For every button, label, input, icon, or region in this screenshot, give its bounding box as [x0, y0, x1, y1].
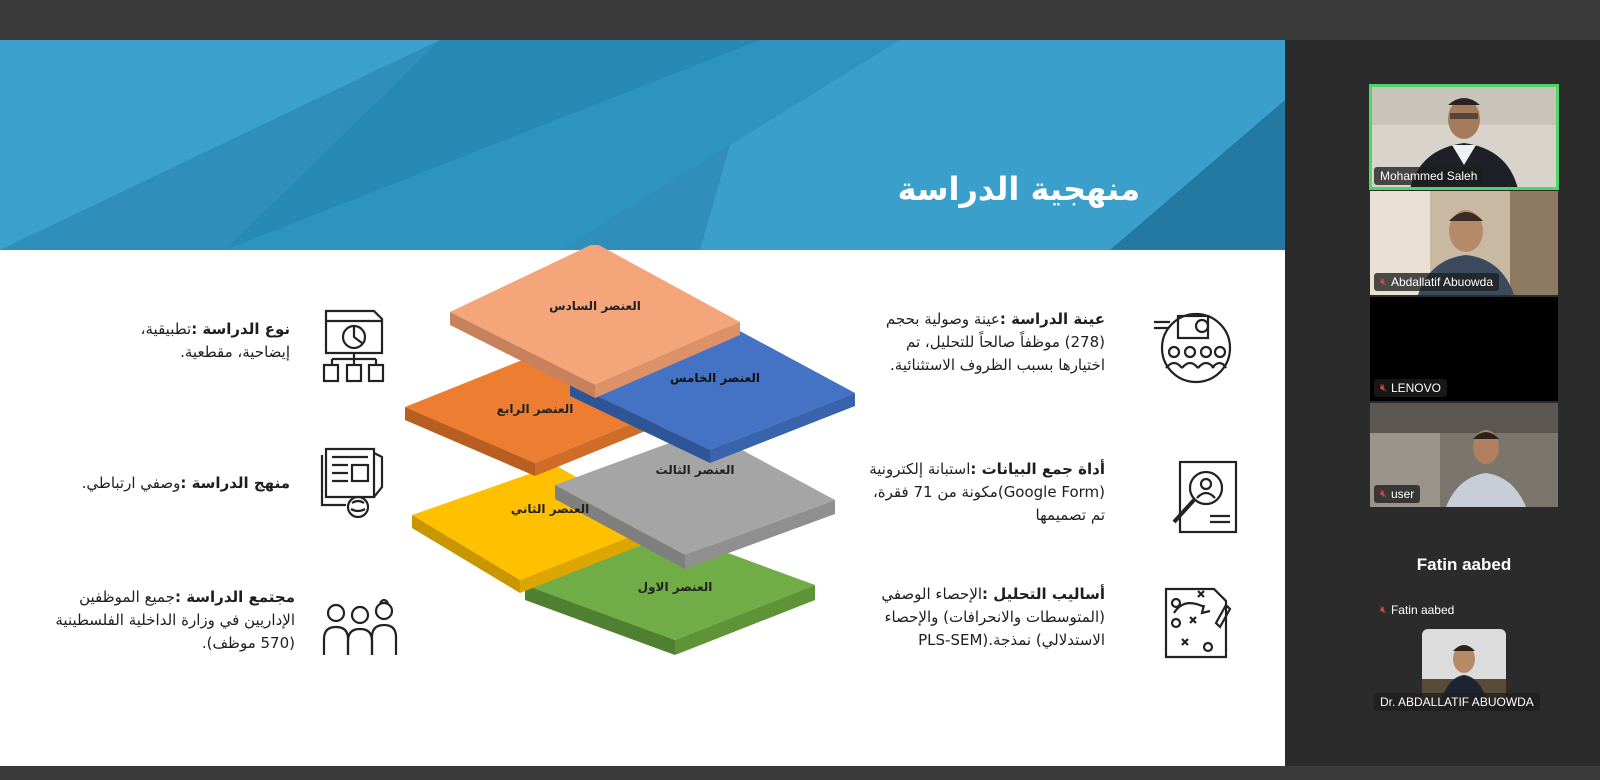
- window-bottom-bar: [0, 766, 1600, 780]
- analysis-methods-block: [835, 583, 1105, 652]
- layer-stack-diagram: [395, 245, 875, 749]
- study-sample-label: عينة الدراسة :: [999, 310, 1105, 328]
- slide-banner: [0, 40, 1285, 250]
- data-tool-label: أداة جمع البيانات :: [970, 460, 1105, 478]
- study-type-label: نوع الدراسة :: [191, 320, 290, 338]
- study-sample-line-3: اختيارها بسبب الظروف الاستثنائية.: [890, 356, 1105, 374]
- study-type-block: [70, 318, 290, 364]
- analysis-methods-line-1: الإحصاء الوصفي: [881, 585, 983, 603]
- study-sample-line-2: (278) موظفاً صالحاً للتحليل، تم: [905, 333, 1105, 351]
- newspaper-brain-icon: [318, 445, 390, 525]
- document-network-icon: [320, 307, 388, 387]
- study-sample-line-1: عينة وصولية بحجم: [885, 310, 1000, 328]
- participant-name-tag: [1374, 167, 1483, 185]
- analysis-methods-line-3: الاستدلالي) نمذجة.(PLS-SEM: [918, 631, 1105, 649]
- study-type-line-1: تطبيقية،: [140, 320, 192, 338]
- participant-name: Dr. ABDALLATIF ABUOWDA: [1380, 695, 1534, 709]
- layer-label-6: العنصر السادس: [549, 299, 641, 313]
- participant-name: Fatin aabed: [1390, 603, 1455, 617]
- strategy-plan-icon: [1160, 583, 1232, 667]
- video-tile-mohammed-saleh[interactable]: [1370, 85, 1558, 189]
- layer-label-5: العنصر الخامس: [670, 371, 760, 385]
- layer-label-4: العنصر الرابع: [496, 402, 574, 416]
- avatar: [1422, 629, 1506, 703]
- layer-label-1: العنصر الاول: [637, 580, 713, 594]
- video-tile-user[interactable]: [1370, 403, 1558, 507]
- audience-presentation-icon: [1152, 308, 1232, 388]
- study-method-line-1: وصفي ارتباطي.: [81, 474, 181, 492]
- participant-name: Mohammed Saleh: [1380, 169, 1478, 183]
- slide-title: منهجية الدراسة: [897, 170, 1140, 208]
- participant-display-name: Fatin aabed: [1416, 555, 1512, 574]
- data-tool-line-3: تم تصميمها: [1035, 506, 1105, 524]
- layer-label-3: العنصر الثالث: [655, 463, 735, 477]
- participant-name: Abdallatif Abuowda: [1390, 275, 1494, 289]
- layer-label-2: العنصر الثاني: [510, 502, 590, 516]
- muted-mic-icon: 🔇︎: [1380, 381, 1387, 394]
- team-people-icon: [322, 597, 398, 661]
- participant-name: user: [1390, 487, 1415, 501]
- participant-name-tag: [1374, 693, 1540, 711]
- video-tile-abdallatif-abuowda[interactable]: [1370, 191, 1558, 295]
- analysis-methods-label: أساليب التحليل :: [982, 585, 1105, 603]
- participant-name-tag: [1374, 273, 1499, 291]
- video-tile-fatin-aabed[interactable]: [1370, 509, 1558, 719]
- data-tool-line-2: (Google Form)مكونة من 71 فقرة،: [872, 483, 1105, 501]
- participant-name-tag: [1374, 485, 1420, 503]
- study-population-block: [5, 586, 295, 655]
- data-tool-block: [845, 458, 1105, 527]
- study-method-label: منهج الدراسة :: [180, 474, 290, 492]
- presentation-slide: [0, 40, 1285, 766]
- video-tile-lenovo[interactable]: [1370, 297, 1558, 401]
- participant-name: LENOVO: [1390, 381, 1441, 395]
- muted-mic-icon: 🔇︎: [1380, 275, 1387, 288]
- participant-name-tag: [1374, 379, 1447, 397]
- study-sample-block: [845, 308, 1105, 377]
- study-population-label: مجتمع الدراسة :: [174, 588, 295, 606]
- study-method-block: [50, 472, 290, 495]
- data-tool-line-1: استبانة إلكترونية: [869, 460, 971, 478]
- search-profile-icon: [1170, 458, 1240, 540]
- study-population-line-3: (570 موظف).: [201, 634, 295, 652]
- study-population-line-1: جميع الموظفين: [79, 588, 175, 606]
- study-population-line-2: الإداريين في وزارة الداخلية الفلسطينية: [55, 611, 295, 629]
- study-type-line-2: إيضاحية، مقطعية.: [180, 343, 290, 361]
- window-top-bar: [0, 0, 1600, 40]
- participant-name-tag: [1374, 601, 1460, 619]
- analysis-methods-line-2: (المتوسطات والانحرافات) والإحصاء: [884, 608, 1105, 626]
- muted-mic-icon: 🔇︎: [1380, 487, 1387, 500]
- muted-mic-icon: 🔇︎: [1380, 603, 1387, 616]
